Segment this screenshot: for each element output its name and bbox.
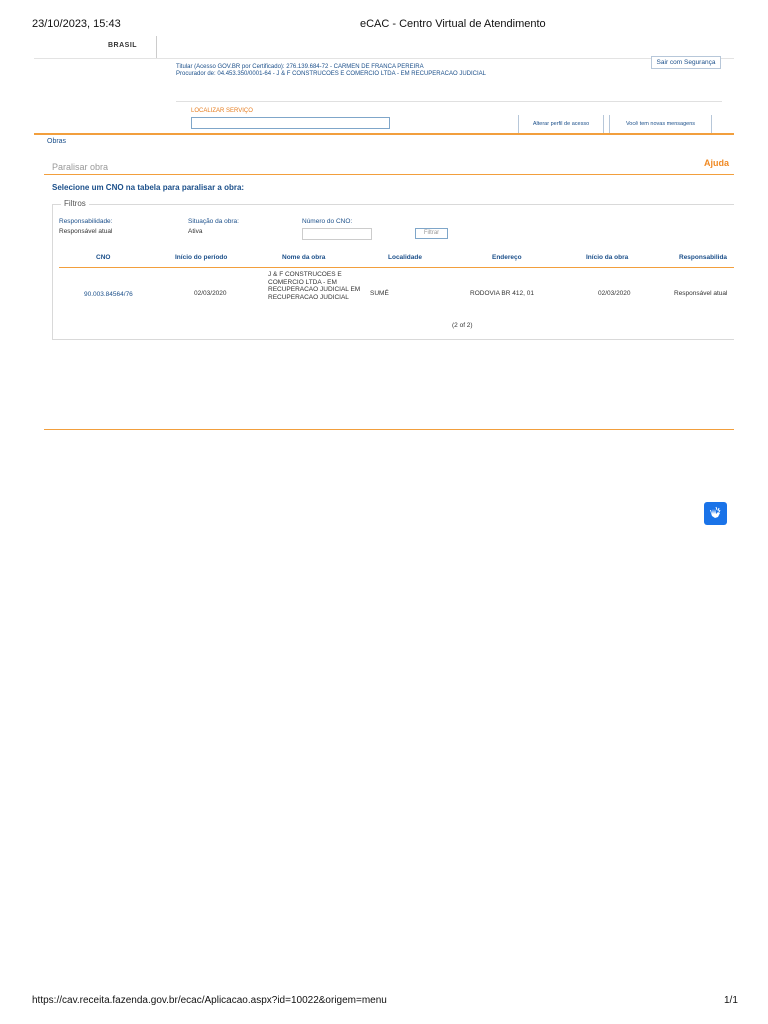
cell-inicio-periodo: 02/03/2020 — [194, 290, 227, 297]
col-header-inicio-periodo[interactable]: Início do período — [175, 254, 228, 261]
breadcrumb-obras[interactable]: Obras — [47, 138, 67, 145]
cell-endereco: RODOVIA BR 412, 01 — [470, 290, 534, 297]
col-header-endereco[interactable]: Endereço — [492, 254, 522, 261]
cell-responsabilidade: Responsável atual — [674, 290, 728, 297]
govbar-divider — [156, 36, 157, 58]
messages-button[interactable]: Você tem novas mensagens — [609, 115, 712, 134]
col-header-localidade[interactable]: Localidade — [388, 254, 422, 261]
table-header-underline — [59, 267, 734, 268]
procurador-info: Procurador de: 04.453.350/0001-64 - J & F CONSTRUCOES E COMERCIO LTDA - EM RECUPERACAO JUDICIAL — [176, 71, 486, 77]
cno-number-input[interactable] — [302, 228, 372, 240]
search-area-top-border — [176, 101, 722, 102]
help-link[interactable]: Ajuda — [704, 158, 730, 168]
print-document-title: eCAC - Centro Virtual de Atendimento — [360, 18, 546, 30]
pagination-info: (2 of 2) — [452, 322, 473, 329]
header-accent-line — [34, 133, 734, 135]
govbar-bottom-border — [34, 58, 734, 59]
print-page-counter: 1/1 — [724, 995, 738, 1006]
cell-localidade: SUMÉ — [370, 290, 389, 297]
titular-info: Titular (Acesso GOV.BR por Certificado): 276.139.684-72 - CARMEN DE FRANCA PEREIRA — [176, 64, 424, 70]
situacao-value: Ativa — [188, 228, 203, 235]
col-header-responsabilidade[interactable]: Responsabilida — [679, 254, 728, 261]
title-underline — [44, 174, 734, 175]
instruction-heading: Selecione um CNO na tabela para paralisar a obra: — [52, 183, 245, 192]
cno-number-label: Número do CNO: — [302, 218, 353, 225]
hand-sign-language-svg — [704, 502, 727, 525]
cell-nome-obra: J & F CONSTRUCOES E COMERCIO LTDA - EM RECUPERACAO JUDICIAL EM RECUPERACAO JUDICIAL — [268, 271, 361, 301]
search-label: LOCALIZAR SERVIÇO — [191, 108, 253, 114]
col-header-inicio-obra[interactable]: Início da obra — [586, 254, 629, 261]
print-datetime: 23/10/2023, 15:43 — [32, 18, 121, 30]
print-url: https://cav.receita.fazenda.gov.br/ecac/Aplicacao.aspx?id=10022&origem=menu — [32, 995, 387, 1006]
responsabilidade-label: Responsabilidade: — [59, 218, 113, 225]
content-bottom-line — [44, 429, 734, 430]
cell-inicio-obra: 02/03/2020 — [598, 290, 631, 297]
responsabilidade-value: Responsável atual — [59, 228, 113, 235]
situacao-label: Situação da obra: — [188, 218, 239, 225]
change-profile-button[interactable]: Alterar perfil de acesso — [518, 115, 604, 134]
hand-sign-language-icon[interactable] — [704, 502, 727, 525]
col-header-nome-obra[interactable]: Nome da obra — [282, 254, 326, 261]
filters-legend: Filtros — [61, 199, 89, 208]
cno-link[interactable]: 90.003.84564/76 — [84, 291, 133, 298]
col-header-cno[interactable]: CNO — [96, 254, 111, 261]
filters-fieldset — [52, 204, 734, 340]
page-title: Paralisar obra — [52, 162, 109, 172]
logout-button[interactable]: Sair com Segurança — [651, 56, 721, 69]
brasil-logo[interactable]: BRASIL — [108, 42, 138, 49]
filter-button[interactable]: Filtrar — [415, 228, 448, 239]
service-search-input[interactable] — [191, 117, 390, 129]
